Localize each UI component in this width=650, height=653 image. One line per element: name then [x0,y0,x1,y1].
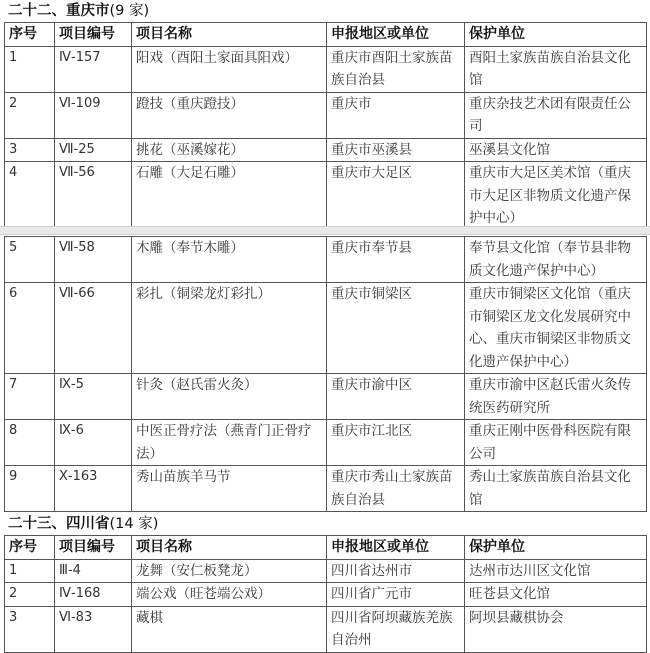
col-header-protector: 保护单位 [465,536,647,560]
cell-code: Ⅶ-58 [55,237,132,283]
cell-index: 1 [5,46,55,92]
cell-index: 7 [5,374,55,420]
cell-region: 四川省达州市 [327,559,465,583]
cell-project-name: 石雕（大足石雕） [132,162,327,231]
table-header-row [5,23,647,47]
section-count: (9 家) [109,3,150,19]
heritage-table-chongqing-part2 [4,236,647,512]
cell-protector: 重庆杂技艺术团有限责任公司 [465,92,647,138]
cell-protector: 阿坝县藏棋协会 [465,606,647,652]
cell-index: 3 [5,606,55,652]
table-row [5,237,647,283]
cell-protector: 重庆市大足区美术馆（重庆市大足区非物质文化遗产保护中心） [465,162,647,231]
cell-index: 6 [5,283,55,374]
cell-protector: 酉阳土家族苗族自治县文化馆 [465,46,647,92]
cell-index: 9 [5,466,55,512]
cell-protector: 秀山土家族苗族自治县文化馆 [465,466,647,512]
table-row [5,583,647,607]
page-break-divider [0,226,650,235]
table-row [5,374,647,420]
cell-project-name: 彩扎（铜梁龙灯彩扎） [132,283,327,374]
section-heading-sichuan [0,513,650,535]
table-row [5,606,647,652]
cell-protector: 重庆市渝中区赵氏雷火灸传统医药研究所 [465,374,647,420]
table-row [5,138,647,162]
section-title: 二十二、重庆市 [8,3,110,19]
cell-protector: 重庆正刚中医骨科医院有限公司 [465,420,647,466]
cell-index: 1 [5,559,55,583]
cell-region: 重庆市大足区 [327,162,465,231]
heritage-table-sichuan [4,535,647,653]
table-row [5,559,647,583]
cell-project-name: 挑花（巫溪嫁花） [132,138,327,162]
cell-region: 重庆市秀山土家族苗族自治县 [327,466,465,512]
cell-index: 2 [5,583,55,607]
cell-project-name: 龙舞（安仁板凳龙） [132,559,327,583]
col-header-region: 申报地区或单位 [327,23,465,47]
cell-region: 四川省阿坝藏族羌族自治州 [327,606,465,652]
cell-region: 重庆市铜梁区 [327,283,465,374]
table-row [5,283,647,374]
table-row [5,162,647,231]
col-header-region: 申报地区或单位 [327,536,465,560]
cell-code: Ⅲ-4 [55,559,132,583]
cell-code: Ⅳ-157 [55,46,132,92]
cell-index: 4 [5,162,55,231]
cell-region: 重庆市渝中区 [327,374,465,420]
col-header-code: 项目编号 [55,23,132,47]
cell-project-name: 针灸（赵氏雷火灸） [132,374,327,420]
cell-protector: 奉节县文化馆（奉节县非物质文化遗产保护中心） [465,237,647,283]
cell-region: 重庆市江北区 [327,420,465,466]
cell-index: 5 [5,237,55,283]
col-header-index: 序号 [5,23,55,47]
section-heading-chongqing [0,0,650,22]
cell-project-name: 阳戏（酉阳土家面具阳戏） [132,46,327,92]
cell-code: Ⅵ-109 [55,92,132,138]
section-title: 二十三、四川省 [8,516,110,532]
cell-code: Ⅶ-56 [55,162,132,231]
cell-code: Ⅹ-163 [55,466,132,512]
cell-code: Ⅳ-168 [55,583,132,607]
cell-code: Ⅸ-6 [55,420,132,466]
cell-project-name: 秀山苗族羊马节 [132,466,327,512]
cell-index: 3 [5,138,55,162]
cell-index: 2 [5,92,55,138]
cell-protector: 达州市达川区文化馆 [465,559,647,583]
cell-project-name: 藏棋 [132,606,327,652]
col-header-code: 项目编号 [55,536,132,560]
cell-code: Ⅵ-83 [55,606,132,652]
col-header-index: 序号 [5,536,55,560]
table-row [5,466,647,512]
cell-region: 四川省广元市 [327,583,465,607]
col-header-name: 项目名称 [132,23,327,47]
col-header-name: 项目名称 [132,536,327,560]
cell-protector: 重庆市铜梁区文化馆（重庆市铜梁区龙文化发展研究中心、重庆市铜梁区非物质文化遗产保护中心） [465,283,647,374]
cell-project-name: 木雕（奉节木雕） [132,237,327,283]
col-header-protector: 保护单位 [465,23,647,47]
section-count: (14 家) [109,516,159,532]
table-row [5,420,647,466]
cell-project-name: 蹬技（重庆蹬技） [132,92,327,138]
cell-region: 重庆市酉阳土家族苗族自治县 [327,46,465,92]
cell-region: 重庆市奉节县 [327,237,465,283]
cell-code: Ⅸ-5 [55,374,132,420]
cell-code: Ⅶ-66 [55,283,132,374]
heritage-table-chongqing-part1 [4,22,647,231]
cell-code: Ⅶ-25 [55,138,132,162]
cell-index: 8 [5,420,55,466]
cell-region: 重庆市巫溪县 [327,138,465,162]
table-row [5,46,647,92]
table-row [5,92,647,138]
cell-protector: 旺苍县文化馆 [465,583,647,607]
cell-protector: 巫溪县文化馆 [465,138,647,162]
cell-region: 重庆市 [327,92,465,138]
table-header-row [5,536,647,560]
cell-project-name: 中医正骨疗法（燕青门正骨疗法） [132,420,327,466]
cell-project-name: 端公戏（旺苍端公戏） [132,583,327,607]
